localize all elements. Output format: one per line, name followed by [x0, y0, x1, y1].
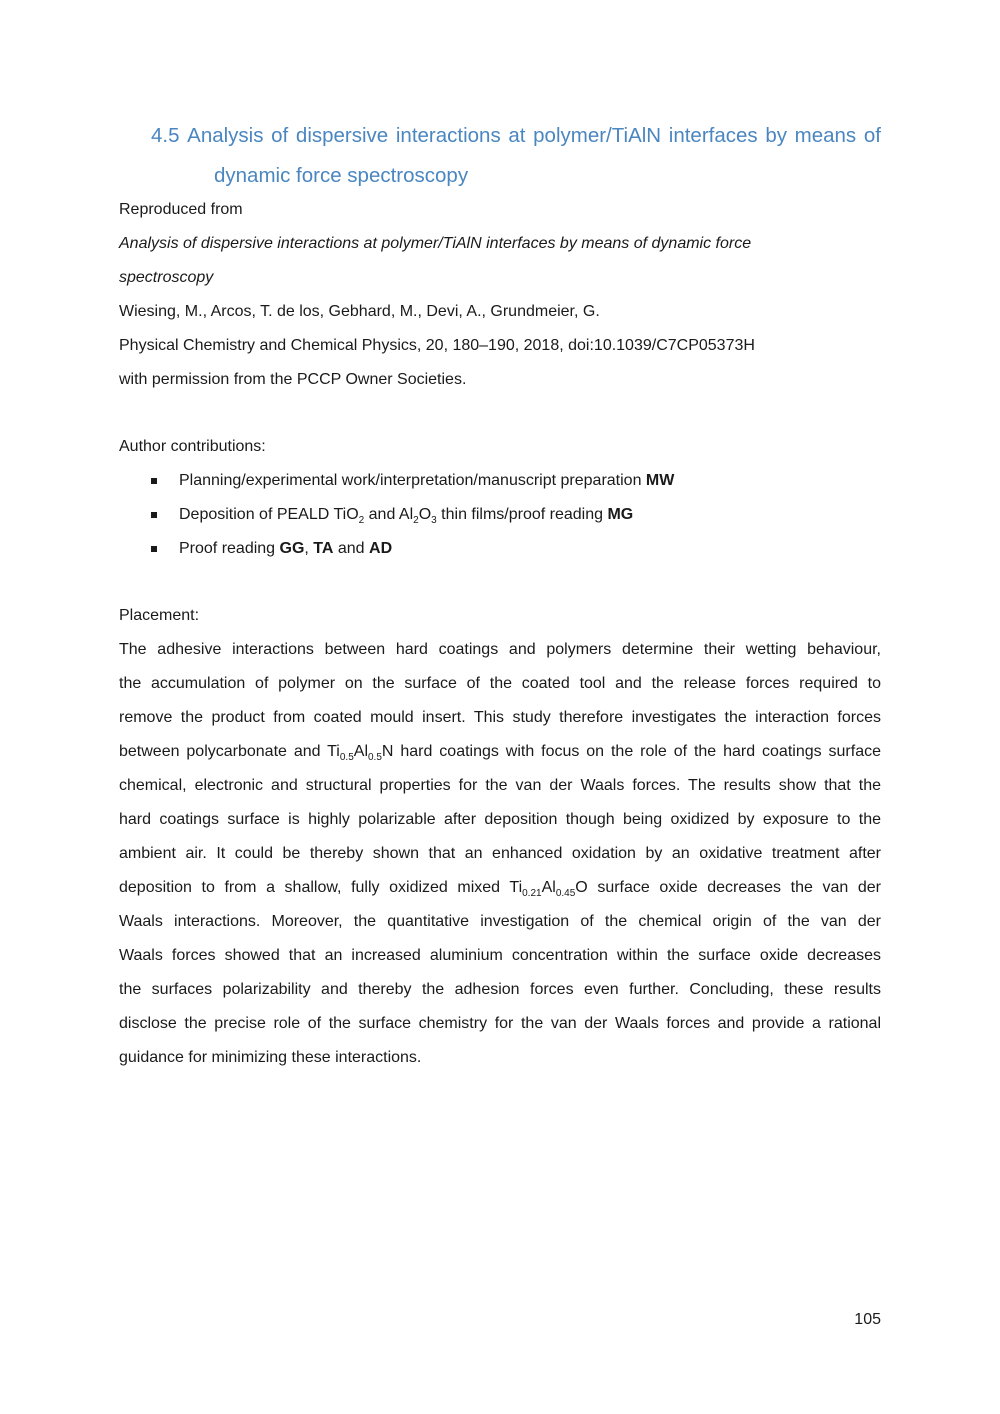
contributions-block — [119, 430, 881, 566]
paragraph-line: the surfaces polarizability and thereby the adhesion forces even further. Concluding, these results — [119, 981, 881, 998]
paragraph-line: chemical, electronic and structural properties for the van der Waals forces. The results show that the — [119, 777, 881, 794]
heading-word: of — [863, 124, 881, 147]
heading-word: of — [271, 124, 289, 147]
square-bullet-icon — [151, 512, 157, 518]
paragraph-line: remove the product from coated mould insert. This study therefore investigates the interaction forces — [119, 709, 881, 726]
paragraph-line: the accumulation of polymer on the surface of the coated tool and the release forces required to — [119, 675, 881, 692]
heading-word: polymer/TiAlN — [533, 124, 662, 147]
placement-block — [119, 599, 881, 1075]
heading-word: Analysis — [187, 124, 264, 147]
placement-label: Placement: — [119, 607, 200, 624]
paper-title-line1: Analysis of dispersive interactions at polymer/TiAlN interfaces by means of dynamic force — [119, 235, 752, 252]
heading-word: at — [508, 124, 526, 147]
page-number: 105 — [854, 1311, 881, 1328]
paragraph-line: between polycarbonate and $Ti_{0.5}Al_{0.5}N$ hard coatings with focus on the role of the hard coatings surface — [119, 743, 881, 764]
heading-word: by — [765, 124, 787, 147]
section-heading-line1 — [151, 116, 881, 156]
paragraph-line: ambient air. It could be thereby shown that an enhanced oxidation by an oxidative treatment after — [119, 845, 881, 862]
paragraph-line: guidance for minimizing these interactions. — [119, 1049, 422, 1066]
paragraph-line: disclose the precise role of the surface chemistry for the van der Waals forces and provide a rational — [119, 1015, 881, 1032]
reproduced-label: Reproduced from — [119, 201, 243, 218]
paragraph-line: hard coatings surface is highly polarizable after deposition though being oxidized by exposure to the — [119, 811, 881, 828]
section-heading — [151, 116, 881, 196]
paper-title-line2: spectroscopy — [119, 269, 214, 286]
list-item: Deposition of PEALD TiO$_2$ and $Al_2O_3$ thin films/proof reading MG — [119, 498, 881, 532]
heading-word: means — [794, 124, 857, 147]
section-heading-line2: dynamic force spectroscopy — [214, 164, 469, 187]
paragraph-line: Waals forces showed that an increased aluminium concentration within the surface oxide decreases — [119, 947, 881, 964]
paper-journal: Physical Chemistry and Chemical Physics, 20, 180–190, 2018, doi:10.1039/C7CP05373H — [119, 337, 755, 354]
contributions-label: Author contributions: — [119, 438, 266, 455]
contributions-list — [119, 464, 881, 566]
section-number: 4.5 — [151, 124, 180, 147]
paragraph-line: Waals interactions. Moreover, the quantitative investigation of the chemical origin of the van der — [119, 913, 881, 930]
paragraph-line: The adhesive interactions between hard coatings and polymers determine their wetting behaviour, — [119, 641, 881, 658]
paper-authors: Wiesing, M., Arcos, T. de los, Gebhard, M., Devi, A., Grundmeier, G. — [119, 303, 600, 320]
reproduced-block — [119, 193, 881, 397]
square-bullet-icon — [151, 478, 157, 484]
paragraph-line: deposition to from a shallow, fully oxidized mixed $Ti_{0.21}Al_{0.45}O$ surface oxide decreases the van der — [119, 879, 881, 900]
list-item: Proof reading GG, TA and AD — [119, 532, 881, 566]
square-bullet-icon — [151, 546, 157, 552]
heading-word: interactions — [395, 124, 501, 147]
permission-note: with permission from the PCCP Owner Societies. — [119, 371, 467, 388]
heading-word: interfaces — [668, 124, 758, 147]
heading-word: dispersive — [295, 124, 389, 147]
list-item: Planning/experimental work/interpretation/manuscript preparation MW — [119, 464, 881, 498]
